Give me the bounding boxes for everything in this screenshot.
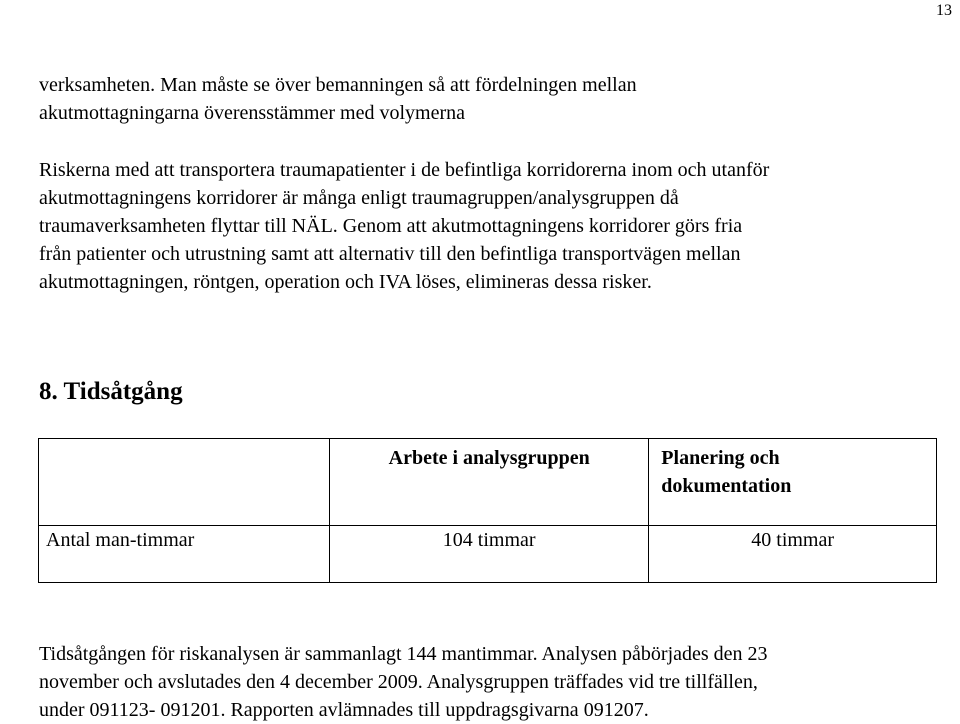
paragraph-tidsatgang (39, 640, 939, 724)
table-cell-planering: 40 timmar (649, 526, 937, 583)
section-heading: 8. Tidsåtgång (39, 378, 183, 405)
text-line: verksamheten. Man måste se över bemanningen så att fördelningen mellan (39, 74, 637, 96)
text-line: Tidsåtgången för riskanalysen är sammanlagt 144 mantimmar. Analysen påbörjades den 23 (39, 643, 768, 665)
table-row-label: Antal man-timmar (39, 526, 330, 583)
table-header-analysgruppen: Arbete i analysgruppen (330, 439, 649, 526)
paragraph-bemanning (39, 71, 939, 127)
text-line: akutmottagningens korridorer är många enligt traumagruppen/analysgruppen då (39, 187, 679, 209)
paragraph-risker (39, 156, 939, 296)
text-line: under 091123- 091201. Rapporten avlämnades till uppdragsgivarna 091207. (39, 699, 649, 721)
text-line: akutmottagningen, röntgen, operation och IVA löses, elimineras dessa risker. (39, 271, 652, 293)
text-line: Riskerna med att transportera traumapatienter i de befintliga korridorerna inom och utanför (39, 159, 770, 181)
table-header-empty (39, 439, 330, 526)
text-line: november och avslutades den 4 december 2009. Analysgruppen träffades vid tre tillfällen, (39, 671, 758, 693)
table-row (39, 526, 937, 583)
time-table (38, 438, 937, 583)
text-line: från patienter och utrustning samt att alternativ till den befintliga transportvägen mellan (39, 243, 741, 265)
text-line: traumaverksamheten flyttar till NÄL. Genom att akutmottagningens korridorer görs fria (39, 215, 743, 237)
table-cell-analysgruppen: 104 timmar (330, 526, 649, 583)
page-number: 13 (936, 2, 952, 19)
text-line: akutmottagningarna överensstämmer med volymerna (39, 102, 465, 124)
table-header-row (39, 439, 937, 526)
table-header-planering: Planering och dokumentation (649, 439, 937, 526)
